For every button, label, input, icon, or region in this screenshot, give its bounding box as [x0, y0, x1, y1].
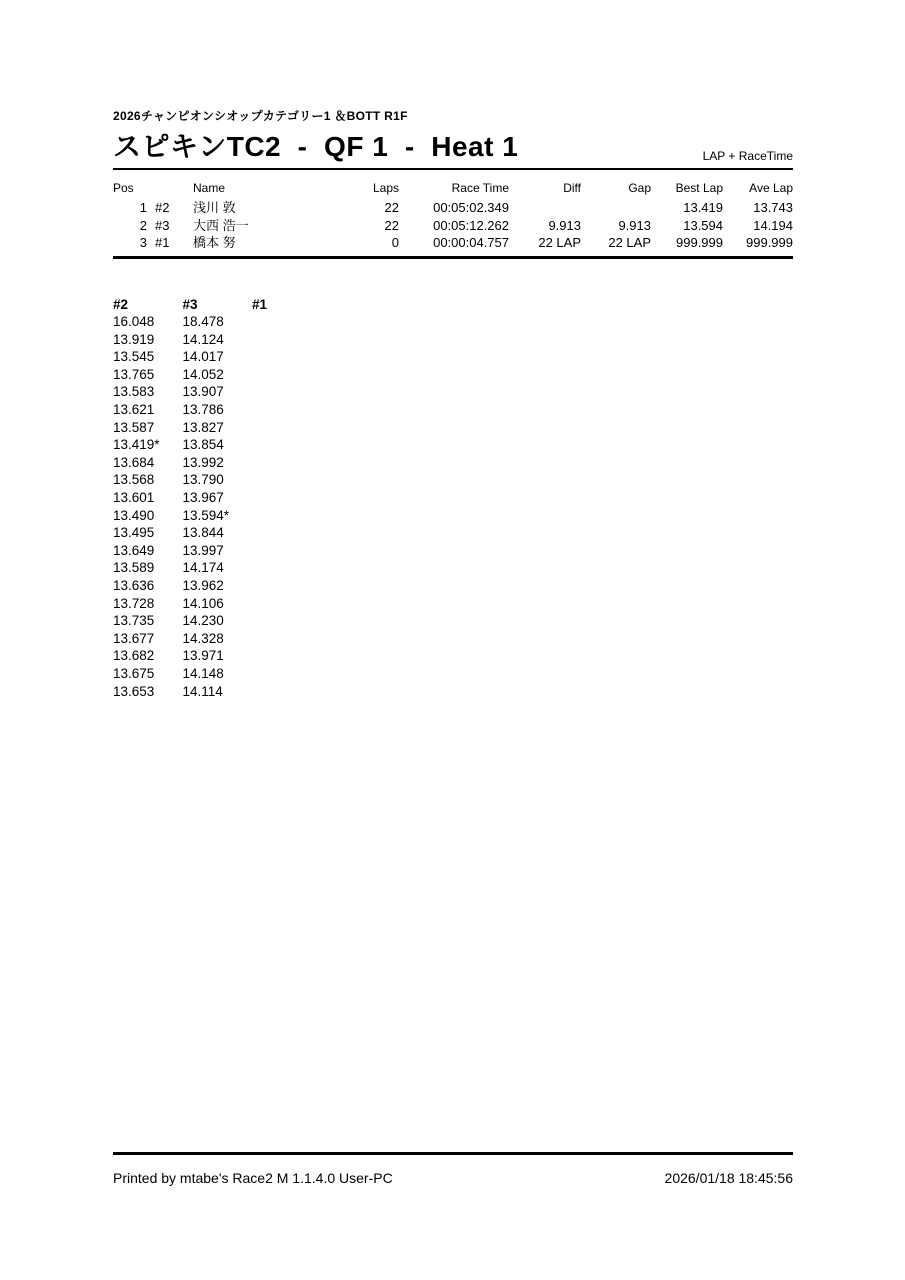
lap-time: 13.568 — [113, 472, 155, 488]
lap-time: 13.854 — [182, 437, 224, 453]
lap-time: 13.907 — [182, 384, 224, 400]
lap-time: 13.827 — [182, 419, 224, 435]
cell-car: #3 — [155, 217, 170, 233]
lap-time: 13.735 — [113, 613, 155, 629]
lap-time: 14.174 — [182, 560, 224, 576]
cell-ave-lap: 14.194 — [753, 217, 793, 233]
results-table — [113, 181, 793, 252]
printed-by-label: Printed by mtabe's Race2 M 1.1.4.0 User-PC — [113, 1170, 393, 1186]
lap-time: 14.124 — [182, 331, 224, 347]
cell-pos: 1 — [139, 200, 147, 215]
lap-time: 13.675 — [113, 665, 155, 681]
lap-column-2 — [113, 296, 183, 701]
results-header-row — [113, 181, 793, 196]
cell-best-lap: 13.594 — [683, 217, 723, 233]
lap-time: 13.589 — [113, 560, 155, 576]
cell-laps: 22 — [384, 200, 399, 215]
result-row — [113, 199, 793, 217]
cell-diff — [509, 199, 581, 217]
footer-row — [113, 1170, 793, 1186]
header-car — [149, 181, 193, 196]
lap-time: 13.419* — [113, 437, 160, 453]
cell-race-time: 00:05:12.262 — [433, 217, 509, 233]
cell-pos: 3 — [139, 235, 147, 250]
page-footer — [113, 1152, 793, 1186]
lap-time: 13.786 — [182, 402, 224, 418]
cell-laps: 0 — [391, 235, 399, 250]
lap-column-3 — [183, 296, 253, 701]
cell-gap: 22 LAP — [608, 235, 651, 250]
lap-time: 14.017 — [182, 349, 224, 365]
lap-time: 13.844 — [182, 525, 224, 541]
header-laps: Laps — [372, 181, 399, 195]
result-row — [113, 217, 793, 235]
lap-time: 16.048 — [113, 314, 155, 330]
lap-time: 13.992 — [182, 454, 224, 470]
lap-column-header: #2 — [113, 296, 129, 312]
title-row — [113, 125, 793, 165]
lap-time: 13.677 — [113, 630, 155, 646]
lap-time: 14.052 — [182, 366, 224, 382]
lap-time: 13.684 — [113, 454, 155, 470]
cell-name: 橋本 努 — [193, 235, 236, 250]
lap-time: 18.478 — [182, 314, 224, 330]
cell-ave-lap: 999.999 — [746, 235, 793, 250]
cell-best-lap: 13.419 — [683, 200, 723, 215]
page-title: スピキンTC2 - QF 1 - Heat 1 — [113, 131, 519, 162]
report-mode-label: LAP + RaceTime — [702, 149, 793, 163]
lap-time: 13.495 — [113, 525, 155, 541]
footer-divider — [113, 1152, 793, 1155]
lap-time: 13.967 — [182, 490, 224, 506]
cell-laps: 22 — [384, 217, 399, 233]
lap-time: 13.601 — [113, 490, 155, 506]
print-timestamp: 2026/01/18 18:45:56 — [664, 1170, 793, 1186]
lap-time: 13.962 — [182, 578, 224, 593]
lap-time: 14.114 — [182, 683, 223, 699]
cell-ave-lap: 13.743 — [753, 200, 793, 215]
cell-race-time: 00:05:02.349 — [433, 200, 509, 215]
cell-name: 大西 浩一 — [193, 217, 249, 233]
lap-time: 13.653 — [113, 683, 155, 699]
report-content — [113, 0, 793, 700]
header-pos: Pos — [113, 181, 134, 195]
lap-time: 13.621 — [113, 402, 155, 418]
cell-race-time: 00:00:04.757 — [433, 235, 509, 250]
lap-time: 14.230 — [182, 613, 224, 629]
lap-column-header: #1 — [252, 296, 268, 312]
lap-time: 13.594* — [182, 507, 230, 523]
lap-time: 13.682 — [113, 648, 155, 664]
lap-time: 14.106 — [182, 595, 224, 611]
lap-time: 13.919 — [113, 331, 155, 347]
lap-times-section — [113, 296, 793, 701]
lap-time: 13.636 — [113, 578, 155, 593]
lap-time: 13.583 — [113, 384, 155, 400]
lap-time: 14.328 — [182, 630, 224, 646]
cell-gap: 9.913 — [618, 217, 651, 233]
header-divider — [113, 168, 793, 170]
header-diff: Diff — [563, 181, 581, 195]
lap-time: 13.728 — [113, 595, 155, 611]
cell-best-lap: 999.999 — [676, 235, 723, 250]
lap-time: 13.649 — [113, 542, 155, 558]
header-name: Name — [193, 181, 226, 195]
lap-column-header: #3 — [182, 296, 198, 312]
results-bottom-divider — [113, 256, 793, 259]
cell-pos: 2 — [139, 217, 147, 233]
cell-name: 浅川 敦 — [193, 200, 236, 215]
cell-diff: 9.913 — [548, 217, 581, 233]
lap-time: 13.765 — [113, 366, 155, 382]
lap-time: 14.148 — [182, 665, 224, 681]
result-row — [113, 234, 793, 252]
lap-time: 13.790 — [182, 472, 224, 488]
header-best-lap: Best Lap — [675, 181, 723, 195]
header-race-time: Race Time — [451, 181, 509, 195]
lap-time: 13.490 — [113, 507, 155, 523]
lap-column-1 — [252, 296, 322, 701]
cell-gap — [581, 199, 651, 217]
cell-diff: 22 LAP — [538, 235, 581, 250]
lap-time: 13.997 — [182, 542, 224, 558]
header-ave-lap: Ave Lap — [749, 181, 793, 195]
lap-time: 13.587 — [113, 419, 155, 435]
cell-car: #1 — [155, 235, 170, 250]
lap-time: 13.971 — [182, 648, 224, 664]
cell-car: #2 — [155, 200, 170, 215]
lap-time: 13.545 — [113, 349, 155, 365]
header-gap: Gap — [628, 181, 651, 195]
category-line: 2026チャンピオンシオップカテゴリー1 ＆BOTT R1F — [113, 109, 408, 123]
